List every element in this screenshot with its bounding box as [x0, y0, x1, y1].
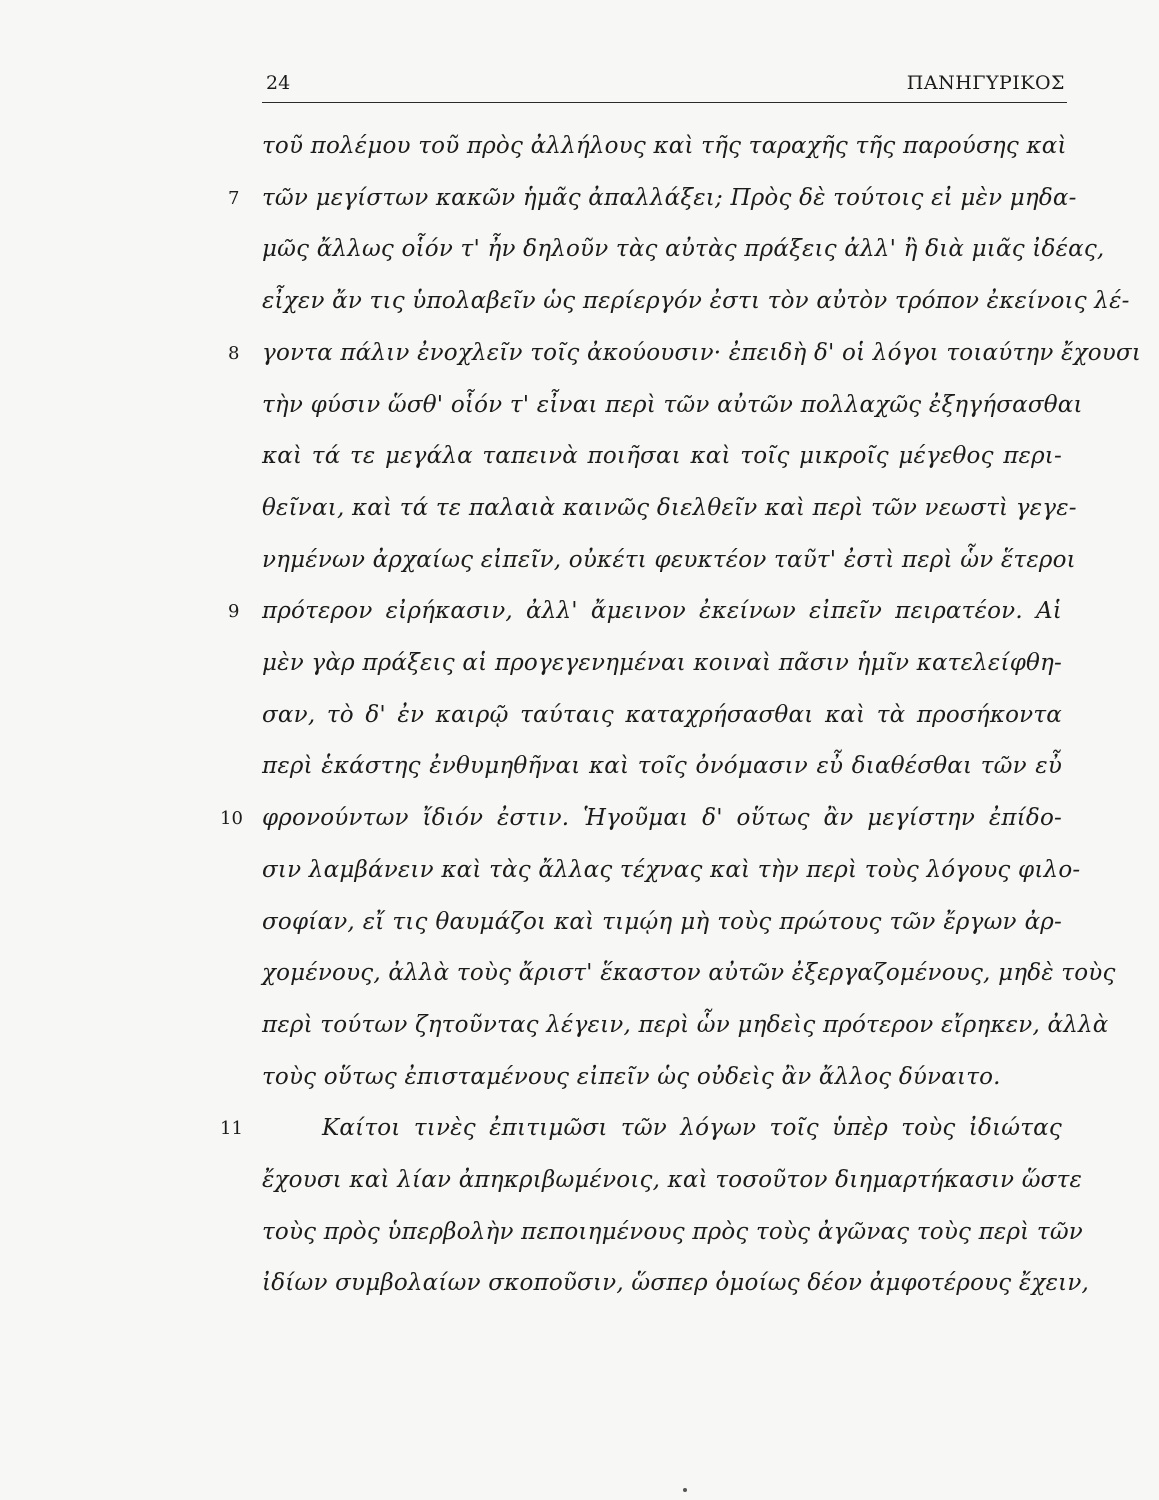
text-line: τῶν μεγίστων κακῶν ἡμᾶς ἀπαλλάξει; Πρὸς δὲ τούτοις εἰ μὲν μηδα-: [262, 185, 1077, 211]
text-line: καὶ τά τε μεγάλα ταπεινὰ ποιῆσαι καὶ τοῖς μικροῖς μέγεθος περι-: [262, 443, 1062, 469]
text-line: εἶχεν ἄν τις ὑπολαβεῖν ὡς περίεργόν ἐστι τὸν αὐτὸν τρόπον ἐκείνοις λέ-: [262, 288, 1130, 314]
page-number: 24: [266, 72, 291, 94]
text-line: τοὺς πρὸς ὑπερβολὴν πεποιημένους πρὸς τοὺς ἀγῶνας τοὺς περὶ τῶν: [262, 1219, 1083, 1245]
text-line: περὶ τούτων ζητοῦντας λέγειν, περὶ ὧν μηδεὶς πρότερον εἴρηκεν, ἀλλὰ: [262, 1012, 1109, 1038]
text-line: γοντα πάλιν ἐνοχλεῖν τοῖς ἀκούουσιν· ἐπειδὴ δ' οἱ λόγοι τοιαύτην ἔχουσι: [262, 340, 1142, 366]
text-line: σαν, τὸ δ' ἐν καιρῷ ταύταις καταχρήσασθαι καὶ τὰ προσήκοντα: [262, 702, 1062, 728]
text-line: ἔχουσι καὶ λίαν ἀπηκριβωμένοις, καὶ τοσοῦτον διημαρτήκασιν ὥστε: [262, 1167, 1083, 1193]
text-line: μὲν γὰρ πράξεις αἱ προγεγενημέναι κοιναὶ πᾶσιν ἡμῖν κατελείφθη-: [262, 650, 1062, 676]
section-number: 11: [220, 1118, 243, 1139]
ink-speck: [683, 1488, 687, 1492]
text-line: τοῦ πολέμου τοῦ πρὸς ἀλλήλους καὶ τῆς ταραχῆς τῆς παρούσης καὶ: [262, 133, 1067, 159]
text-line: σιν λαμβάνειν καὶ τὰς ἄλλας τέχνας καὶ τὴν περὶ τοὺς λόγους φιλο-: [262, 857, 1081, 883]
text-line: περὶ ἑκάστης ἐνθυμηθῆναι καὶ τοῖς ὀνόμασιν εὖ διαθέσθαι τῶν εὖ: [262, 753, 1062, 779]
text-line: θεῖναι, καὶ τά τε παλαιὰ καινῶς διελθεῖν καὶ περὶ τῶν νεωστὶ γεγε-: [262, 495, 1077, 521]
text-line: ἰδίων συμβολαίων σκοποῦσιν, ὥσπερ ὁμοίως δέον ἀμφοτέρους ἔχειν,: [262, 1270, 1090, 1296]
text-line: μῶς ἄλλως οἷόν τ' ἦν δηλοῦν τὰς αὐτὰς πράξεις ἀλλ' ἢ διὰ μιᾶς ἰδέας,: [262, 236, 1105, 262]
section-number: 9: [228, 601, 240, 622]
text-line: χομένους, ἀλλὰ τοὺς ἄριστ' ἕκαστον αὐτῶν ἐξεργαζομένους, μηδὲ τοὺς: [262, 960, 1116, 986]
section-number: 8: [228, 343, 240, 364]
text-line: φρονούντων ἴδιόν ἐστιν. Ἡγοῦμαι δ' οὕτως ἂν μεγίστην ἐπίδο-: [262, 805, 1062, 831]
text-line: Καίτοι τινὲς ἐπιτιμῶσι τῶν λόγων τοῖς ὑπὲρ τοὺς ἰδιώτας: [322, 1115, 1062, 1141]
section-number: 10: [220, 808, 243, 829]
text-line: σοφίαν, εἴ τις θαυμάζοι καὶ τιμῴη μὴ τοὺς πρώτους τῶν ἔργων ἀρ-: [262, 909, 1062, 935]
text-line: πρότερον εἰρήκασιν, ἀλλ' ἄμεινον ἐκείνων εἰπεῖν πειρατέον. Αἱ: [262, 598, 1062, 624]
section-number: 7: [228, 188, 240, 209]
running-title: ΠΑΝΗΓΥΡΙΚΟΣ: [906, 72, 1065, 94]
text-line: τὴν φύσιν ὥσθ' οἷόν τ' εἶναι περὶ τῶν αὐτῶν πολλαχῶς ἐξηγήσασθαι: [262, 392, 1083, 418]
text-line: τοὺς οὕτως ἐπισταμένους εἰπεῖν ὡς οὐδεὶς ἂν ἄλλος δύναιτο.: [262, 1064, 1001, 1090]
text-line: νημένων ἀρχαίως εἰπεῖν, οὐκέτι φευκτέον ταῦτ' ἐστὶ περὶ ὧν ἕτεροι: [262, 547, 1076, 573]
page-header: [262, 66, 1067, 103]
